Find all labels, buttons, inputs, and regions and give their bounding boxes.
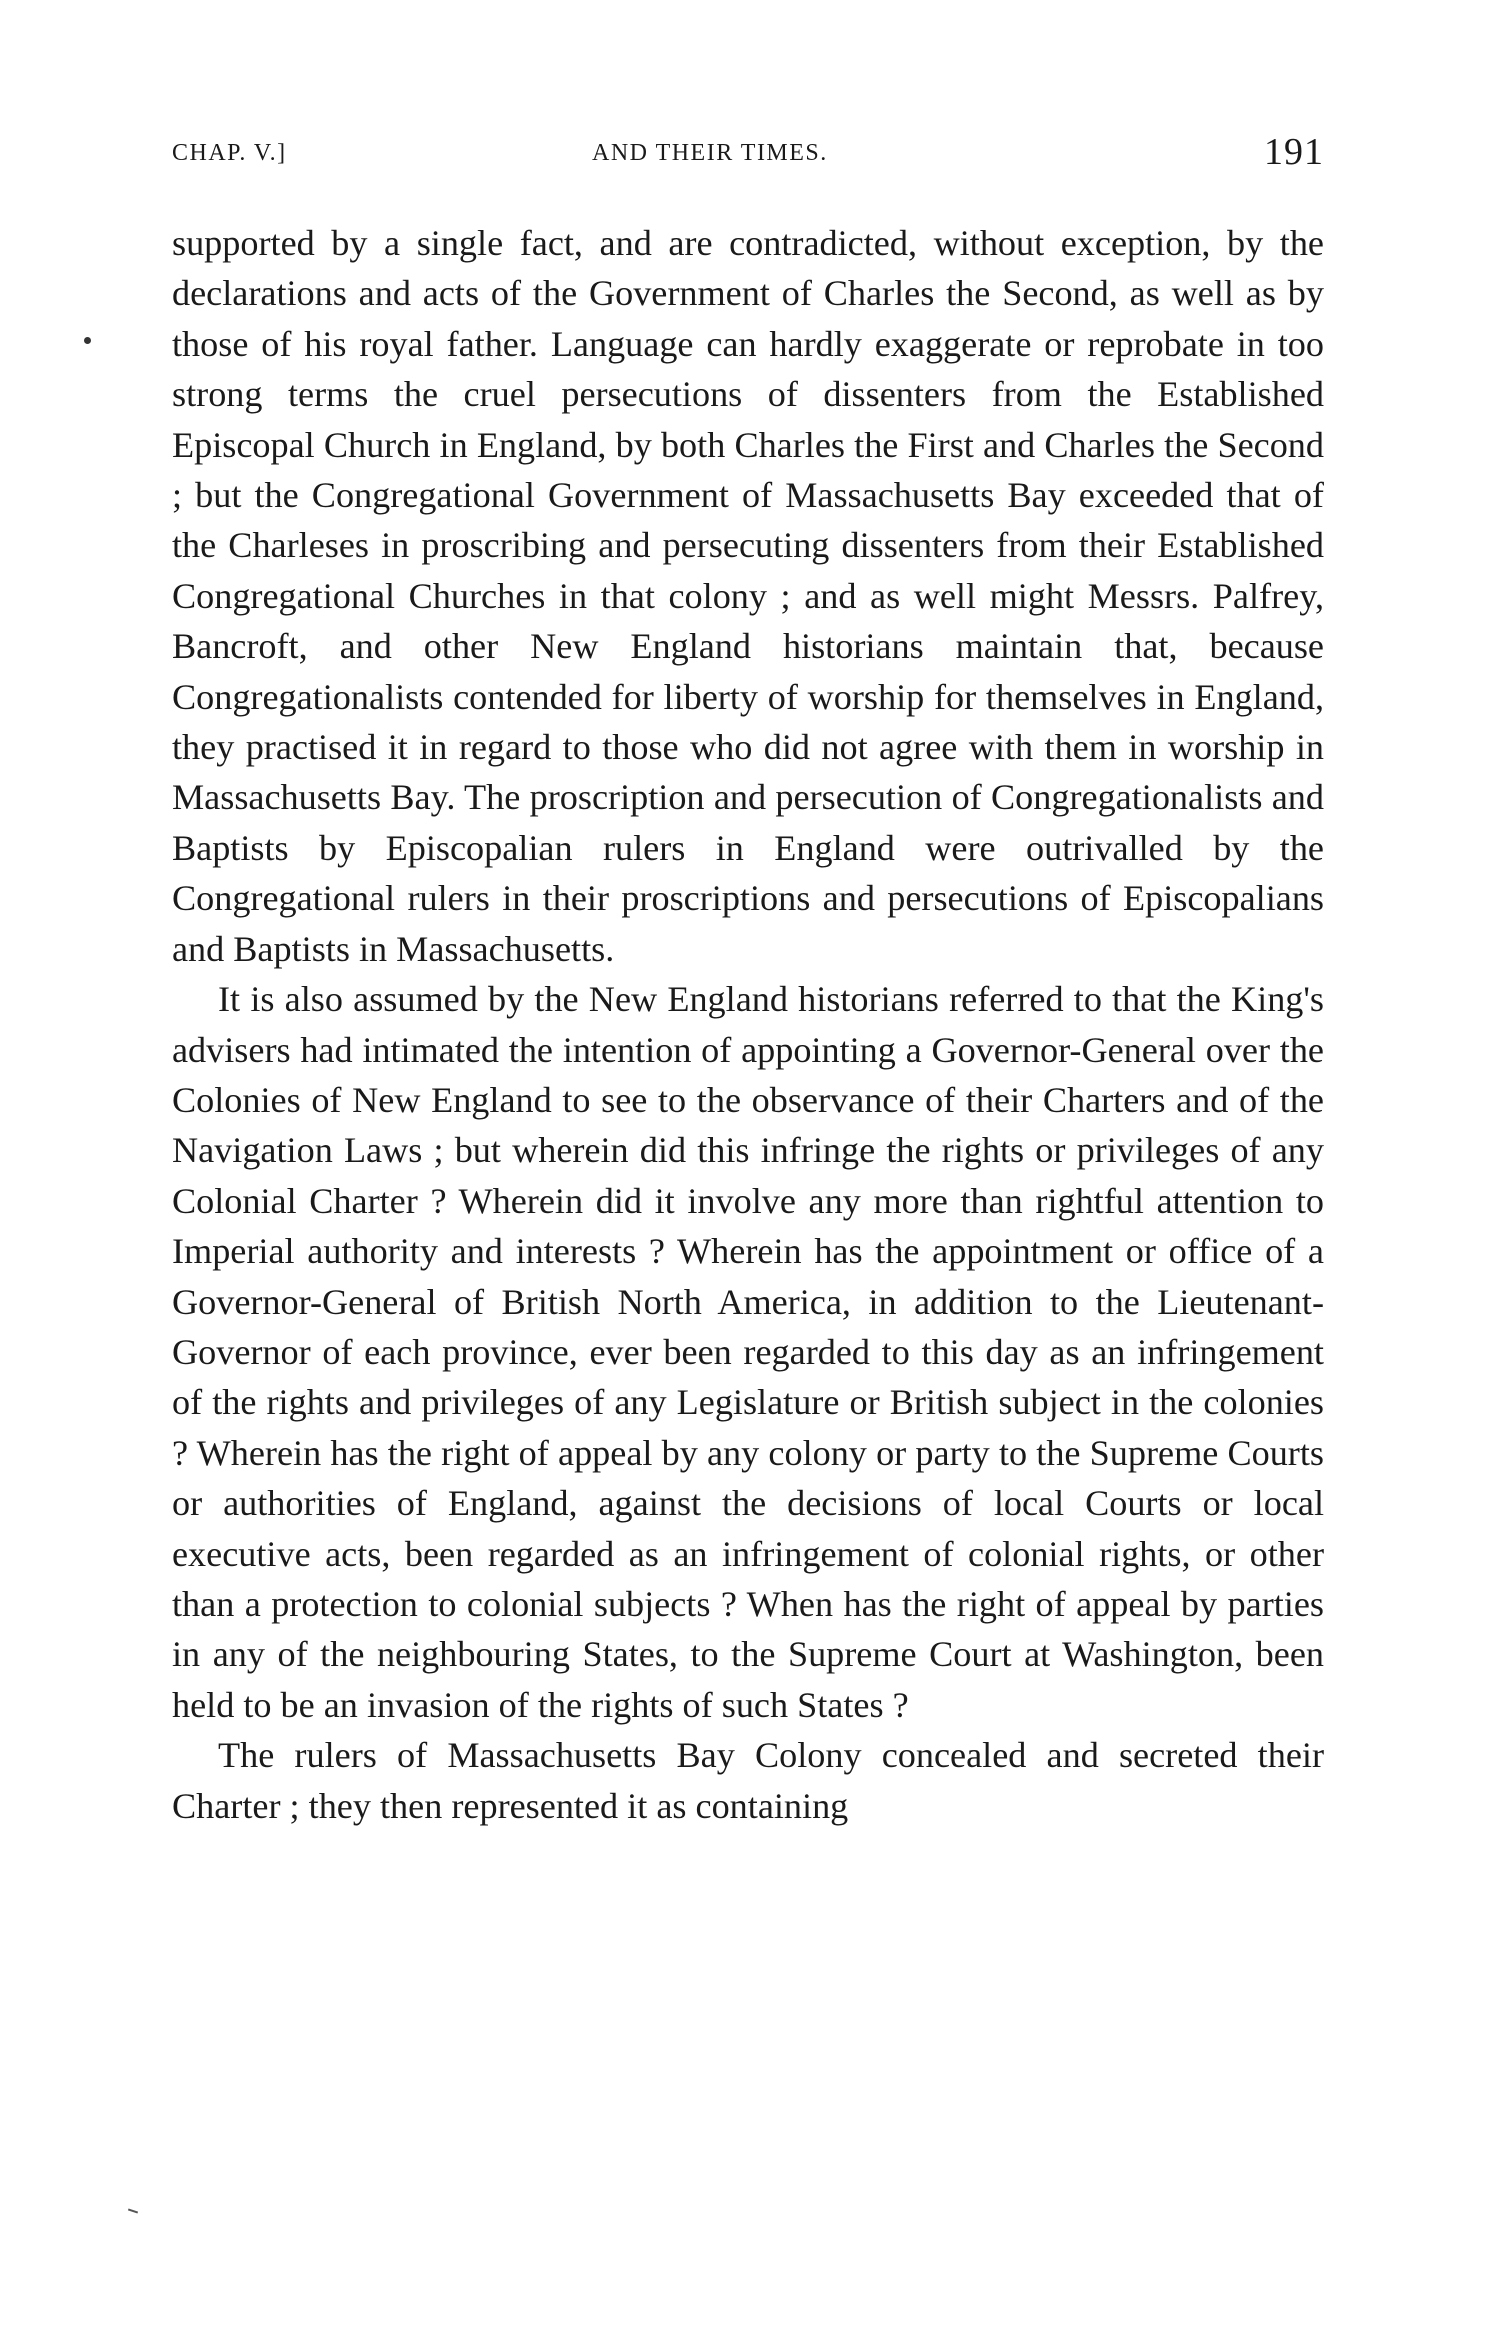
chapter-label: CHAP. V.] bbox=[172, 140, 287, 166]
body-text bbox=[172, 218, 1324, 1831]
running-title: AND THEIR TIMES. bbox=[592, 140, 828, 166]
margin-dash-mark bbox=[128, 2209, 138, 2214]
running-head bbox=[172, 131, 1324, 176]
page-number: 191 bbox=[1264, 131, 1324, 173]
paragraph-continued: supported by a single fact, and are contradicted, without exception, by the declarations and acts of the Government of Charles the Second, as well as by those of his royal father. Language can hardly exaggerate or reprobate in too strong terms the cruel persecutions of dissenters from the Established Episcopal Church in England, by both Charles the First and Charles the Second ; but the Congregational Government of Massachusetts Bay exceeded that of the Charleses in proscribing and persecuting dissenters from their Established Congregational Churches in that colony ; and as well might Messrs. Palfrey, Bancroft, and other New England historians maintain that, because Congregationalists contended for liberty of worship for themselves in England, they practised it in regard to those who did not agree with them in worship in Massachusetts Bay. The proscription and persecution of Congregationalists and Baptists by Episcopalian rulers in England were outrivalled by the Congregational rulers in their proscriptions and persecutions of Episcopalians and Baptists in Massachusetts. bbox=[172, 223, 1324, 969]
margin-dot-mark bbox=[84, 337, 91, 344]
paragraph: It is also assumed by the New England historians referred to that the King's advisers had intimated the intention of appointing a Governor-General over the Colonies of New England to see to the observance of their Charters and of the Navigation Laws ; but wherein did this infringe the rights or privileges of any Colonial Charter ? Wherein did it involve any more than rightful attention to Imperial authority and interests ? Wherein has the appointment or office of a Governor-General of British North America, in addition to the Lieutenant-Governor of each province, ever been regarded to this day as an infringement of the rights and privileges of any Legislature or British subject in the colonies ? Wherein has the right of appeal by any colony or party to the Supreme Courts or authorities of England, against the decisions of local Courts or local executive acts, been regarded as an infringement of colonial rights, or other than a protection to colonial subjects ? When has the right of appeal by parties in any of the neighbouring States, to the Supreme Court at Washington, been held to be an invasion of the rights of such States ? bbox=[172, 979, 1324, 1725]
paragraph: The rulers of Massachusetts Bay Colony concealed and secreted their Charter ; they then represented it as containing bbox=[172, 1735, 1324, 1826]
